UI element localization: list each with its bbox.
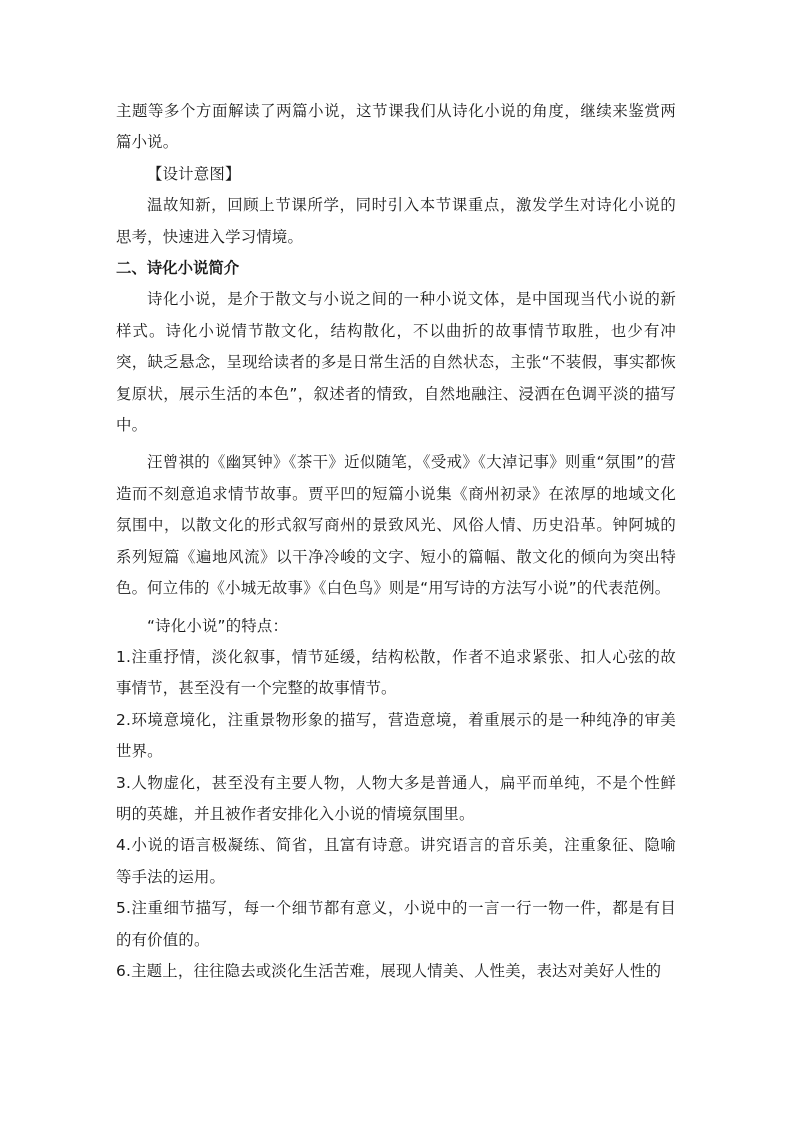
- feature-item-1: 1.注重抒情，淡化叙事，情节延缓，结构松散，作者不追求紧张、扣人心弦的故事情节，甚至没有一个完整的故事情节。: [116, 647, 676, 698]
- design-intent-paragraph: 温故知新，回顾上节课所学，同时引入本节课重点，激发学生对诗化小说的思考，快速进入学习情境。: [116, 196, 676, 246]
- document-page: [116, 96, 676, 987]
- design-intent-label: 【设计意图】: [147, 164, 241, 183]
- feature-item-5: 5.注重细节描写，每一个细节都有意义，小说中的一言一行一物一件，都是有目的有价值的。: [116, 899, 676, 949]
- feature-item-3: 3.人物虚化，甚至没有主要人物，人物大多是普通人，扁平而单纯，不是个性鲜明的英雄，并且被作者安排化入小说的情境氛围里。: [116, 773, 676, 823]
- feature-item-6: 6.主题上，往往隐去或淡化生活苦难，展现人情美、人性美，表达对美好人性的: [116, 961, 662, 980]
- feature-item-2: 2.环境意境化，注重景物形象的描写，营造意境，着重展示的是一种纯净的审美世界。: [116, 710, 676, 761]
- section-heading: 二、诗化小说简介: [116, 259, 240, 278]
- feature-item-4: 4.小说的语言极凝练、简省，且富有诗意。讲究语言的音乐美，注重象征、隐喻等手法的运用。: [116, 836, 676, 886]
- definition-paragraph: 诗化小说，是介于散文与小说之间的一种小说文体，是中国现当代小说的新样式。诗化小说情节散文化，结构散化，不以曲折的故事情节取胜，也少有冲突，缺乏悬念，呈现给读者的多是日常生活的自然状态，主张“不装假，事实都恢复原状，展示生活的本色”，叙述者的情致，自然地融注、浸洒在色调平淡的描写中。: [116, 290, 676, 435]
- intro-paragraph: 主题等多个方面解读了两篇小说，这节课我们从诗化小说的角度，继续来鉴赏两篇小说。: [116, 102, 676, 152]
- features-label: “诗化小说”的特点：: [147, 616, 289, 635]
- examples-paragraph: 汪曾祺的《幽冥钟》《茶干》近似随笔，《受戒》《大淖记事》则重“氛围”的营造而不刻意追求情节故事。贾平凹的短篇小说集《商州初录》在浓厚的地域文化氛围中，以散文化的形式叙写商州的景致风光、风俗人情、历史沿革。钟阿城的系列短篇《遍地风流》以干净冷峻的文字、短小的篇幅、散文化的倾向为突出特色。何立伟的《小城无故事》《白色鸟》则是“用写诗的方法写小说”的代表范例。: [116, 453, 676, 598]
